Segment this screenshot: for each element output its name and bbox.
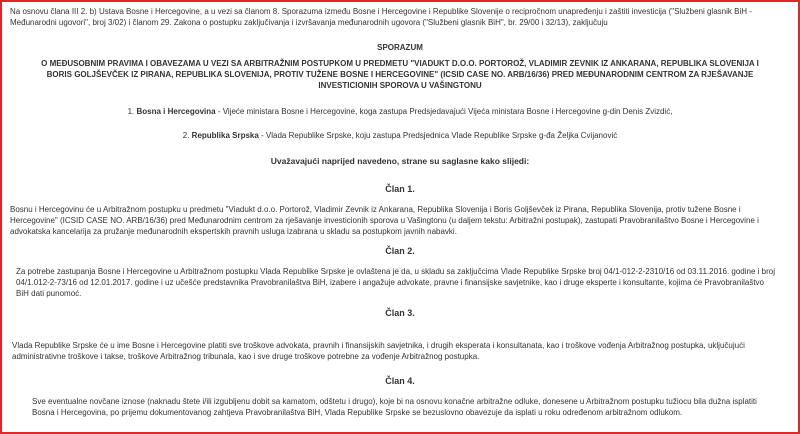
party-2-description: - Vlada Republike Srpske, koju zastupa Predsjednica Vlade Republike Srpske g-đa Željka Cvijanović xyxy=(258,131,618,140)
party-2-name: Republika Srpska xyxy=(191,131,259,140)
article-2-text: Za potrebe zastupanja Bosne i Hercegovine u Arbitražnom postupku Vlada Republike Srpske je ovlaštena je da, u skladu sa zaključcima Vlade Republike Srpske broj 04/1-012-2-2310/16 od 03.11.2016. godine i broj 04/1.012-2-73/16 od 12.01.2017. godine i uz učešće predstavnika Pravobranilaštva BiH, izabere i angažuje advokate, pravne i finansijske savjetnike, kao i druge eksperte i konsultante, kojima će Pravobranilaštvo BiH dati punomoć. xyxy=(16,267,775,298)
document-title: SPORAZUM xyxy=(377,43,423,52)
party-2 xyxy=(10,130,790,141)
intro-paragraph: Na osnovu člana III 2. b) Ustava Bosne i Hercegovine, a u vezi sa članom 8. Sporazuma između Bosne i Hercegovine i Republike Slovenije o recipročnom unapređenju i zaštiti investicija ("Službeni glasnik BiH - Međunarodni ugovori", broj 3/02) i članom 29. Zakona o postupku zaključivanja i izvršavanja međunarodnih ugovora ("Službeni glasnik BiH", br. 29/00 i 32/13), zaključuju xyxy=(10,7,752,27)
article-1-heading: Član 1. xyxy=(385,184,415,194)
party-1 xyxy=(10,106,790,117)
party-1-name: Bosna i Hercegovina xyxy=(136,107,216,116)
article-3-heading: Član 3. xyxy=(385,308,415,318)
party-2-number: 2. xyxy=(182,131,190,140)
article-3-text: Vlada Republike Srpske će u ime Bosne i Hercegovine platiti sve troškove advokata, pravnih i finansijskih savjetnika, i drugih eksperata i konsultanata, kao i troškove vođenja Arbitražnog postupka, uključujući administrativne troškove i takse, troškove Arbitražnog tribunala, kao i sve druge troškove potrebne za vođenje Arbitražnog postupka. xyxy=(12,341,745,361)
party-1-number: 1. xyxy=(127,107,135,116)
preamble: Uvažavajući naprijed navedeno, strane su saglasne kako slijedi: xyxy=(270,156,530,166)
article-1-text: Bosnu i Hercegovinu će u Arbitražnom postupku u predmetu "Viadukt d.o.o. Portorož, Vladimir Zevnik iz Ankarana, Republika Slovenija i Boris Goljševček iz Pirana, Republika Slovenija, protiv tužene Bosne i Hercegovine" (ICSID CASE NO. ARB/16/36) pred Međunarodnim centrom za rješavanje investicionih sporova u Vašingtonu (u daljem tekstu: Arbitražni postupak), zastupati Pravobranilaštvo Bosne i Hercegovine i advokatska kancelarija za pružanje međunarodnih ekspertskih pravnih usluga izabrana u skladu sa postupkom javnih nabavki. xyxy=(10,205,759,236)
document-subject: O MEĐUSOBNIM PRAVIMA I OBAVEZAMA U VEZI SA ARBITRAŽNIM POSTUPKOM U PREDMETU "VIADUKT D.O.O. PORTOROŽ, VLADIMIR ZEVNIK IZ ANKARANA, REPUBLIKA SLOVENIJA I BORIS GOLJŠEVČEK IZ PIRANA, REPUBLIKA SLOVENIJA, PROTIV TUŽENE BOSNE I HERCEGOVINE" (ICSID CASE NO. ARB/16/36) PRED MEĐUNARODNIM CENTROM ZA RJEŠAVANJE INVESTICIONIH SPOROVA U VAŠINGTONU xyxy=(41,59,759,90)
article-4-heading: Član 4. xyxy=(385,376,415,386)
article-4-text: Sve eventualne novčane iznose (naknadu štete i/ili izgubljenu dobit sa kamatom, odštetu i drugo), koje bi na osnovu konačne arbitražne odluke, donesene u Arbitražnom postupku tužiocu bila dužna isplatiti Bosna i Hercegovina, po prijemu dokumentovanog zahtjeva Pravobranilaštva BiH, Vlada Republike Srpske se bezuslovno obavezuje da isplati u roku određenom arbitražnom odlukom. xyxy=(32,397,757,417)
article-2-heading: Član 2. xyxy=(385,246,415,256)
party-1-description: - Vijeće ministara Bosne i Hercegovine, koga zastupa Predsjedavajući Vijeća ministara Bosne i Hercegovine g-din Denis Zvizdić, xyxy=(215,107,673,116)
